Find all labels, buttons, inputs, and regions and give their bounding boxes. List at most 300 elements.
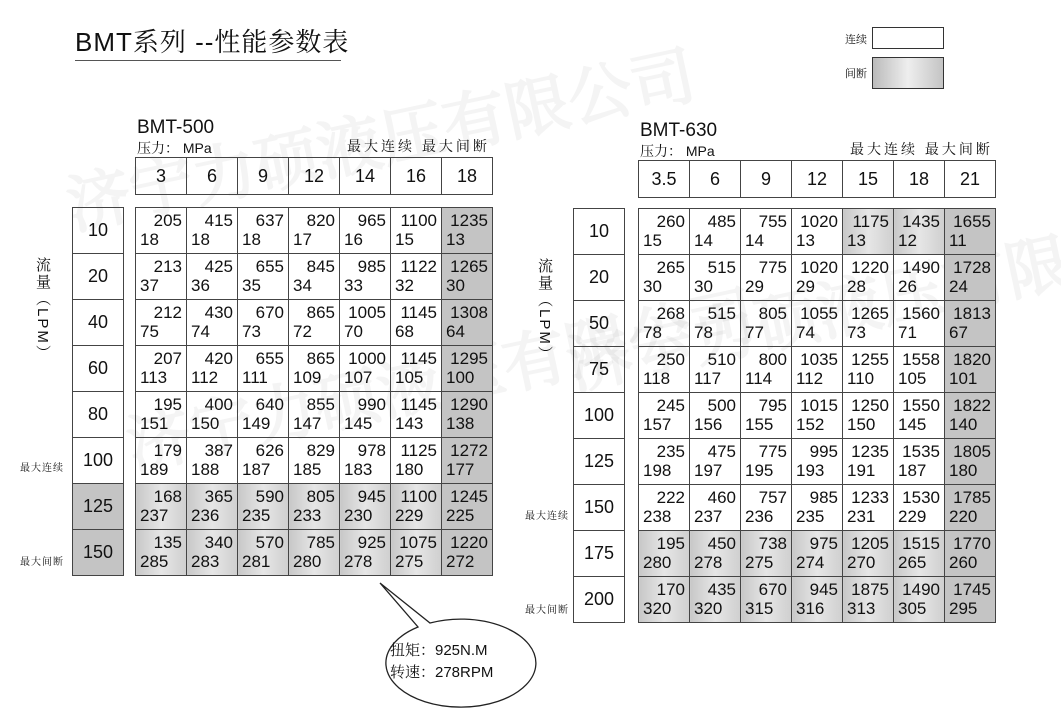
pressure-cell: 9 [238, 158, 289, 195]
table-row [639, 301, 996, 347]
table-row [136, 438, 493, 484]
data-cell [442, 346, 493, 392]
speed-value: 260 [949, 553, 978, 572]
speed-value: 275 [745, 553, 774, 572]
data-cell [741, 301, 792, 347]
torque-value: 945 [809, 580, 838, 599]
table-row [136, 300, 493, 346]
speed-value: 117 [694, 369, 722, 388]
torque-value: 268 [656, 304, 685, 323]
speed-value: 30 [694, 277, 713, 296]
data-cell [639, 393, 690, 439]
data-cell [894, 531, 945, 577]
data-cell [136, 438, 187, 484]
speed-value: 16 [344, 230, 363, 249]
table-row [639, 577, 996, 623]
torque-value: 738 [758, 534, 787, 553]
data-cell [690, 485, 741, 531]
table-row [639, 439, 996, 485]
speed-value: 150 [191, 414, 220, 433]
model-name: BMT-630 [640, 120, 718, 141]
flow-axis-label: 流量（LPM） [34, 257, 51, 362]
data-cell [690, 577, 741, 623]
speed-value: 33 [344, 276, 363, 295]
speed-value: 270 [847, 553, 876, 572]
speed-value: 236 [191, 506, 220, 525]
data-cell [238, 254, 289, 300]
pressure-cell: 16 [391, 158, 442, 195]
speed-value: 12 [898, 231, 917, 250]
data-cell [187, 254, 238, 300]
data-cell [136, 208, 187, 254]
table-row [136, 254, 493, 300]
speed-value: 107 [344, 368, 373, 387]
data-cell [690, 531, 741, 577]
speed-value: 74 [191, 322, 210, 341]
speed-value: 17 [293, 230, 312, 249]
data-cell [340, 300, 391, 346]
speed-value: 30 [446, 276, 465, 295]
data-cell [238, 530, 289, 576]
torque-value: 420 [204, 349, 233, 368]
max-intermittent-marker: 最大间断 [525, 605, 569, 616]
torque-value: 570 [255, 533, 284, 552]
torque-value: 795 [758, 396, 787, 415]
torque-value: 670 [758, 580, 787, 599]
speed-value: 105 [898, 369, 927, 388]
speed-value: 278 [694, 553, 723, 572]
torque-value: 1820 [953, 350, 991, 369]
torque-value: 1233 [851, 488, 889, 507]
data-cell [187, 300, 238, 346]
data-cell [792, 485, 843, 531]
data-cell [741, 255, 792, 301]
torque-value: 222 [656, 488, 685, 507]
torque-value: 1235 [450, 211, 488, 230]
torque-value: 590 [255, 487, 284, 506]
data-cell [391, 254, 442, 300]
data-cell [843, 301, 894, 347]
torque-value: 235 [656, 442, 685, 461]
data-cell [792, 347, 843, 393]
speed-value: 305 [898, 599, 927, 618]
torque-value: 515 [707, 258, 736, 277]
data-cell [136, 484, 187, 530]
data-cell [442, 208, 493, 254]
pressure-caption: 最大连续 最大间断 [347, 138, 490, 154]
data-cell [792, 301, 843, 347]
speed-value: 315 [745, 599, 774, 618]
speed-value: 73 [242, 322, 261, 341]
data-cell [945, 347, 996, 393]
speed-value: 118 [643, 369, 671, 388]
speed-value: 177 [446, 460, 475, 479]
data-cell [340, 208, 391, 254]
data-cell [391, 346, 442, 392]
data-cell [945, 439, 996, 485]
data-cell [690, 255, 741, 301]
data-cell [136, 530, 187, 576]
torque-value: 978 [357, 441, 386, 460]
speed-value: 278 [344, 552, 373, 571]
speed-value: 73 [847, 323, 866, 342]
speed-value: 229 [395, 506, 424, 525]
data-cell [238, 300, 289, 346]
data-cell [690, 393, 741, 439]
data-cell [792, 531, 843, 577]
torque-value: 637 [255, 211, 284, 230]
torque-value: 1255 [851, 350, 889, 369]
data-cell [792, 209, 843, 255]
speed-value: 15 [395, 230, 414, 249]
data-cell [843, 393, 894, 439]
data-cell [340, 346, 391, 392]
pressure-cell: 9 [741, 161, 792, 198]
data-cell [843, 485, 894, 531]
torque-value: 1205 [851, 534, 889, 553]
speed-value: 24 [949, 277, 968, 296]
torque-value: 135 [153, 533, 182, 552]
torque-value: 430 [204, 303, 233, 322]
speed-value: 18 [140, 230, 159, 249]
torque-value: 1125 [400, 441, 437, 460]
flow-header [72, 207, 124, 576]
data-cell [136, 392, 187, 438]
speed-value: 185 [293, 460, 322, 479]
data-cell [843, 255, 894, 301]
torque-value: 1175 [852, 212, 889, 231]
torque-value: 400 [204, 395, 233, 414]
speed-value: 35 [242, 276, 261, 295]
speed-value: 14 [694, 231, 713, 250]
data-cell [238, 392, 289, 438]
torque-value: 170 [656, 580, 685, 599]
data-cell [843, 209, 894, 255]
torque-value: 865 [306, 303, 335, 322]
callout-torque: 扭矩：925N.M [390, 642, 488, 659]
torque-value: 195 [656, 534, 685, 553]
data-cell [238, 484, 289, 530]
speed-value: 189 [140, 460, 169, 479]
table-row [136, 346, 493, 392]
data-cell [741, 347, 792, 393]
torque-value: 1145 [400, 303, 437, 322]
speed-value: 236 [745, 507, 774, 526]
torque-value: 1813 [953, 304, 991, 323]
speed-value: 235 [242, 506, 271, 525]
speed-value: 114 [745, 369, 773, 388]
torque-value: 865 [306, 349, 335, 368]
torque-value: 655 [255, 349, 284, 368]
torque-value: 1490 [902, 580, 940, 599]
data-cell [945, 209, 996, 255]
torque-value: 1245 [450, 487, 488, 506]
max-continuous-marker: 最大连续 [525, 511, 569, 522]
data-cell [391, 392, 442, 438]
torque-value: 985 [357, 257, 386, 276]
torque-value: 212 [153, 303, 182, 322]
table-row [136, 530, 493, 576]
data-cell [639, 577, 690, 623]
flow-cell: 80 [73, 392, 124, 438]
torque-value: 168 [153, 487, 182, 506]
torque-value: 829 [306, 441, 335, 460]
torque-value: 785 [306, 533, 335, 552]
torque-value: 775 [758, 442, 787, 461]
data-cell [442, 300, 493, 346]
flow-cell: 20 [574, 255, 625, 301]
data-cell [843, 531, 894, 577]
speed-value: 113 [140, 368, 168, 387]
speed-value: 280 [293, 552, 322, 571]
speed-value: 71 [898, 323, 917, 342]
torque-value: 1560 [902, 304, 940, 323]
torque-value: 1235 [851, 442, 889, 461]
speed-value: 220 [949, 507, 978, 526]
data-cell [289, 208, 340, 254]
speed-value: 313 [847, 599, 876, 618]
title-underline [75, 60, 341, 61]
data-cell [894, 485, 945, 531]
speed-value: 70 [344, 322, 363, 341]
table-row [639, 209, 996, 255]
flow-cell: 100 [574, 393, 625, 439]
flow-cell: 100 [73, 438, 124, 484]
flow-cell: 200 [574, 577, 625, 623]
data-cell [391, 484, 442, 530]
torque-value: 845 [306, 257, 335, 276]
torque-value: 205 [153, 211, 182, 230]
torque-value: 387 [204, 441, 233, 460]
torque-value: 755 [758, 212, 787, 231]
torque-value: 757 [758, 488, 787, 507]
speed-value: 229 [898, 507, 927, 526]
flow-cell: 40 [73, 300, 124, 346]
speed-value: 13 [796, 231, 815, 250]
data-cell [639, 301, 690, 347]
speed-value: 30 [643, 277, 662, 296]
speed-value: 77 [745, 323, 764, 342]
data-cell [391, 438, 442, 484]
data-cell [442, 530, 493, 576]
speed-value: 18 [191, 230, 210, 249]
torque-value: 485 [707, 212, 736, 231]
data-cell [894, 255, 945, 301]
torque-value: 655 [255, 257, 284, 276]
data-cell [945, 531, 996, 577]
torque-value: 179 [153, 441, 182, 460]
torque-value: 1265 [450, 257, 488, 276]
torque-value: 1535 [902, 442, 940, 461]
model-name: BMT-500 [137, 117, 215, 138]
speed-value: 151 [140, 414, 169, 433]
torque-value: 195 [153, 395, 182, 414]
torque-value: 1290 [450, 395, 488, 414]
torque-value: 475 [707, 442, 736, 461]
max-intermittent-marker: 最大间断 [20, 557, 64, 568]
data-cell [690, 301, 741, 347]
speed-value: 78 [694, 323, 713, 342]
data-cell [238, 438, 289, 484]
speed-value: 195 [745, 461, 774, 480]
speed-value: 237 [694, 507, 723, 526]
speed-value: 100 [446, 368, 475, 387]
torque-value: 435 [707, 580, 736, 599]
speed-value: 265 [898, 553, 927, 572]
torque-value: 1490 [902, 258, 940, 277]
torque-value: 670 [255, 303, 284, 322]
data-cell [340, 530, 391, 576]
torque-value: 1745 [953, 580, 991, 599]
speed-value: 180 [395, 460, 424, 479]
torque-value: 1530 [902, 488, 940, 507]
torque-value: 855 [306, 395, 335, 414]
torque-value: 1295 [450, 349, 488, 368]
torque-value: 775 [758, 258, 787, 277]
torque-value: 425 [204, 257, 233, 276]
torque-value: 1020 [800, 258, 838, 277]
data-cell [894, 439, 945, 485]
data-cell [945, 485, 996, 531]
speed-value: 183 [344, 460, 373, 479]
data-cell [340, 392, 391, 438]
torque-value: 1055 [800, 304, 838, 323]
pressure-caption: 最大连续 最大间断 [850, 141, 993, 157]
data-cell [792, 393, 843, 439]
data-cell [289, 484, 340, 530]
speed-value: 29 [745, 277, 764, 296]
speed-value: 78 [643, 323, 662, 342]
speed-value: 36 [191, 276, 210, 295]
torque-value: 985 [809, 488, 838, 507]
data-cell [639, 347, 690, 393]
data-cell [136, 254, 187, 300]
speed-value: 283 [191, 552, 220, 571]
speed-value: 67 [949, 323, 968, 342]
data-cell [894, 347, 945, 393]
torque-value: 805 [306, 487, 335, 506]
data-cell [741, 439, 792, 485]
speed-value: 275 [395, 552, 424, 571]
torque-value: 1122 [400, 257, 437, 276]
torque-value: 515 [707, 304, 736, 323]
torque-value: 800 [758, 350, 787, 369]
torque-value: 1100 [400, 487, 437, 506]
table-row [639, 347, 996, 393]
flow-cell: 50 [574, 301, 625, 347]
speed-value: 145 [344, 414, 373, 433]
flow-cell: 10 [574, 209, 625, 255]
torque-value: 1035 [800, 350, 838, 369]
torque-value: 640 [255, 395, 284, 414]
data-cell [639, 209, 690, 255]
torque-value: 1145 [400, 349, 437, 368]
data-cell [792, 439, 843, 485]
speed-value: 295 [949, 599, 978, 618]
data-cell [741, 485, 792, 531]
data-cell [442, 438, 493, 484]
torque-value: 1265 [851, 304, 889, 323]
speed-value: 13 [446, 230, 465, 249]
torque-value: 207 [153, 349, 182, 368]
data-cell [340, 438, 391, 484]
torque-value: 1220 [851, 258, 889, 277]
speed-value: 180 [949, 461, 978, 480]
table-row [639, 255, 996, 301]
torque-value: 626 [255, 441, 284, 460]
speed-value: 145 [898, 415, 927, 434]
data-cell [187, 392, 238, 438]
data-cell [894, 209, 945, 255]
torque-value: 260 [656, 212, 685, 231]
speed-value: 34 [293, 276, 312, 295]
data-cell [945, 255, 996, 301]
speed-value: 111 [242, 368, 268, 387]
max-continuous-marker: 最大连续 [20, 463, 64, 474]
torque-value: 1805 [953, 442, 991, 461]
flow-cell: 175 [574, 531, 625, 577]
torque-value: 1875 [851, 580, 889, 599]
pressure-cell: 6 [187, 158, 238, 195]
data-cell [391, 530, 442, 576]
torque-value: 1272 [450, 441, 488, 460]
data-cell [690, 209, 741, 255]
data-cell [690, 347, 741, 393]
callout-text [390, 640, 493, 684]
data-cell [894, 393, 945, 439]
torque-value: 805 [758, 304, 787, 323]
torque-value: 1020 [800, 212, 838, 231]
speed-value: 109 [293, 368, 322, 387]
legend-continuous-swatch [872, 27, 944, 49]
speed-value: 64 [446, 322, 465, 341]
pressure-header [135, 157, 493, 195]
torque-value: 245 [656, 396, 685, 415]
torque-value: 1558 [902, 350, 940, 369]
speed-value: 37 [140, 276, 159, 295]
speed-value: 281 [242, 552, 271, 571]
data-cell [391, 208, 442, 254]
torque-value: 460 [707, 488, 736, 507]
speed-value: 320 [694, 599, 723, 618]
speed-value: 285 [140, 552, 169, 571]
speed-value: 140 [949, 415, 978, 434]
flow-cell: 60 [73, 346, 124, 392]
data-cell [639, 255, 690, 301]
flow-cell: 125 [73, 484, 124, 530]
flow-cell: 75 [574, 347, 625, 393]
flow-cell: 125 [574, 439, 625, 485]
torque-value: 450 [707, 534, 736, 553]
callout-speed: 转速：278RPM [390, 664, 494, 681]
table-row [136, 392, 493, 438]
data-cell [289, 300, 340, 346]
data-cell [894, 301, 945, 347]
data-cell [792, 577, 843, 623]
performance-grid [135, 207, 493, 576]
speed-value: 237 [140, 506, 169, 525]
speed-value: 320 [643, 599, 672, 618]
torque-value: 415 [204, 211, 233, 230]
data-cell [843, 439, 894, 485]
pressure-header [638, 160, 996, 198]
speed-value: 188 [191, 460, 220, 479]
torque-value: 945 [357, 487, 386, 506]
speed-value: 187 [898, 461, 927, 480]
legend-continuous-label: 连续 [845, 34, 867, 46]
data-cell [442, 392, 493, 438]
speed-value: 15 [643, 231, 662, 250]
